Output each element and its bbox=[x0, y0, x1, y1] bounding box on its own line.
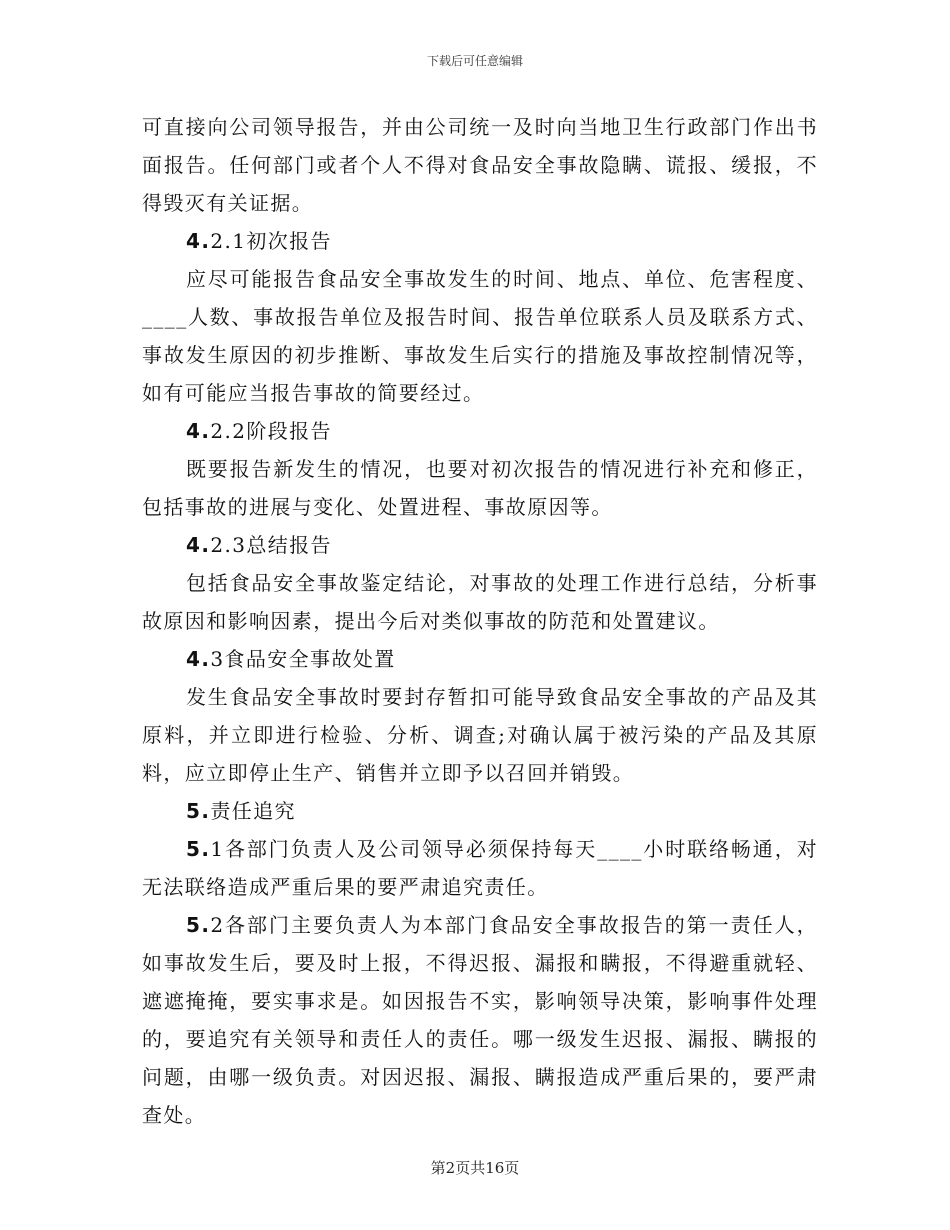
clause-number: 5. bbox=[186, 837, 211, 861]
section-number: 4. bbox=[186, 533, 211, 557]
paragraph-body bbox=[142, 260, 818, 412]
paragraph-body bbox=[142, 564, 818, 640]
section-number: 4. bbox=[186, 647, 211, 671]
document-body bbox=[142, 108, 818, 1134]
clause-number: 5. bbox=[186, 913, 211, 937]
section-number: 5. bbox=[186, 799, 211, 823]
paragraph-text: 可直接向公司领导报告，并由公司统一及时向当地卫生行政部门作出书面报告。任何部门或者个人不得对食品安全事故隐瞒、谎报、缓报，不得毁灭有关证据。 bbox=[142, 115, 818, 215]
section-title: 3食品安全事故处置 bbox=[210, 647, 396, 671]
section-number: 4. bbox=[186, 229, 211, 253]
paragraph-body bbox=[142, 450, 818, 526]
section-heading bbox=[142, 412, 818, 450]
paragraph-text: 发生食品安全事故时要封存暂扣可能导致食品安全事故的产品及其原料，并立即进行检验、分析、调查;对确认属于被污染的产品及其原料，应立即停止生产、销售并立即予以召回并销毁。 bbox=[142, 685, 818, 785]
page-footer: 第2页共16页 bbox=[430, 1159, 520, 1177]
section-heading bbox=[142, 792, 818, 830]
section-title: 2.1初次报告 bbox=[210, 229, 332, 253]
paragraph-text: 应尽可能报告食品安全事故发生的时间、地点、单位、危害程度、____人数、事故报告单位及报告时间、报告单位联系人员及联系方式、事故发生原因的初步推断、事故发生后实行的措施及事故控制情况等，如有可能应当报告事故的简要经过。 bbox=[142, 267, 818, 405]
paragraph-intro bbox=[142, 108, 818, 222]
numbered-paragraph bbox=[142, 906, 818, 1134]
section-title: 责任追究 bbox=[210, 799, 296, 823]
paragraph-text: 包括食品安全事故鉴定结论，对事故的处理工作进行总结，分析事故原因和影响因素，提出今后对类似事故的防范和处置建议。 bbox=[142, 571, 818, 633]
paragraph-text: 2各部门主要负责人为本部门食品安全事故报告的第一责任人，如事故发生后，要及时上报，不得迟报、漏报和瞒报，不得避重就轻、遮遮掩掩，要实事求是。如因报告不实，影响领导决策，影响事件处理的，要追究有关领导和责任人的责任。哪一级发生迟报、漏报、瞒报的问题，由哪一级负责。对因迟报、漏报、瞒报造成严重后果的，要严肃查处。 bbox=[142, 913, 818, 1127]
section-title: 2.2阶段报告 bbox=[210, 419, 332, 443]
paragraph-text: 既要报告新发生的情况，也要对初次报告的情况进行补充和修正，包括事故的进展与变化、处置进程、事故原因等。 bbox=[142, 457, 818, 519]
section-heading bbox=[142, 222, 818, 260]
paragraph-text: 1各部门负责人及公司领导必须保持每天____小时联络畅通，对无法联络造成严重后果的要严肃追究责任。 bbox=[142, 837, 818, 899]
section-title: 2.3总结报告 bbox=[210, 533, 332, 557]
paragraph-body bbox=[142, 678, 818, 792]
section-heading bbox=[142, 526, 818, 564]
page-header: 下载后可任意编辑 bbox=[426, 54, 523, 68]
section-number: 4. bbox=[186, 419, 211, 443]
numbered-paragraph bbox=[142, 830, 818, 906]
section-heading bbox=[142, 640, 818, 678]
